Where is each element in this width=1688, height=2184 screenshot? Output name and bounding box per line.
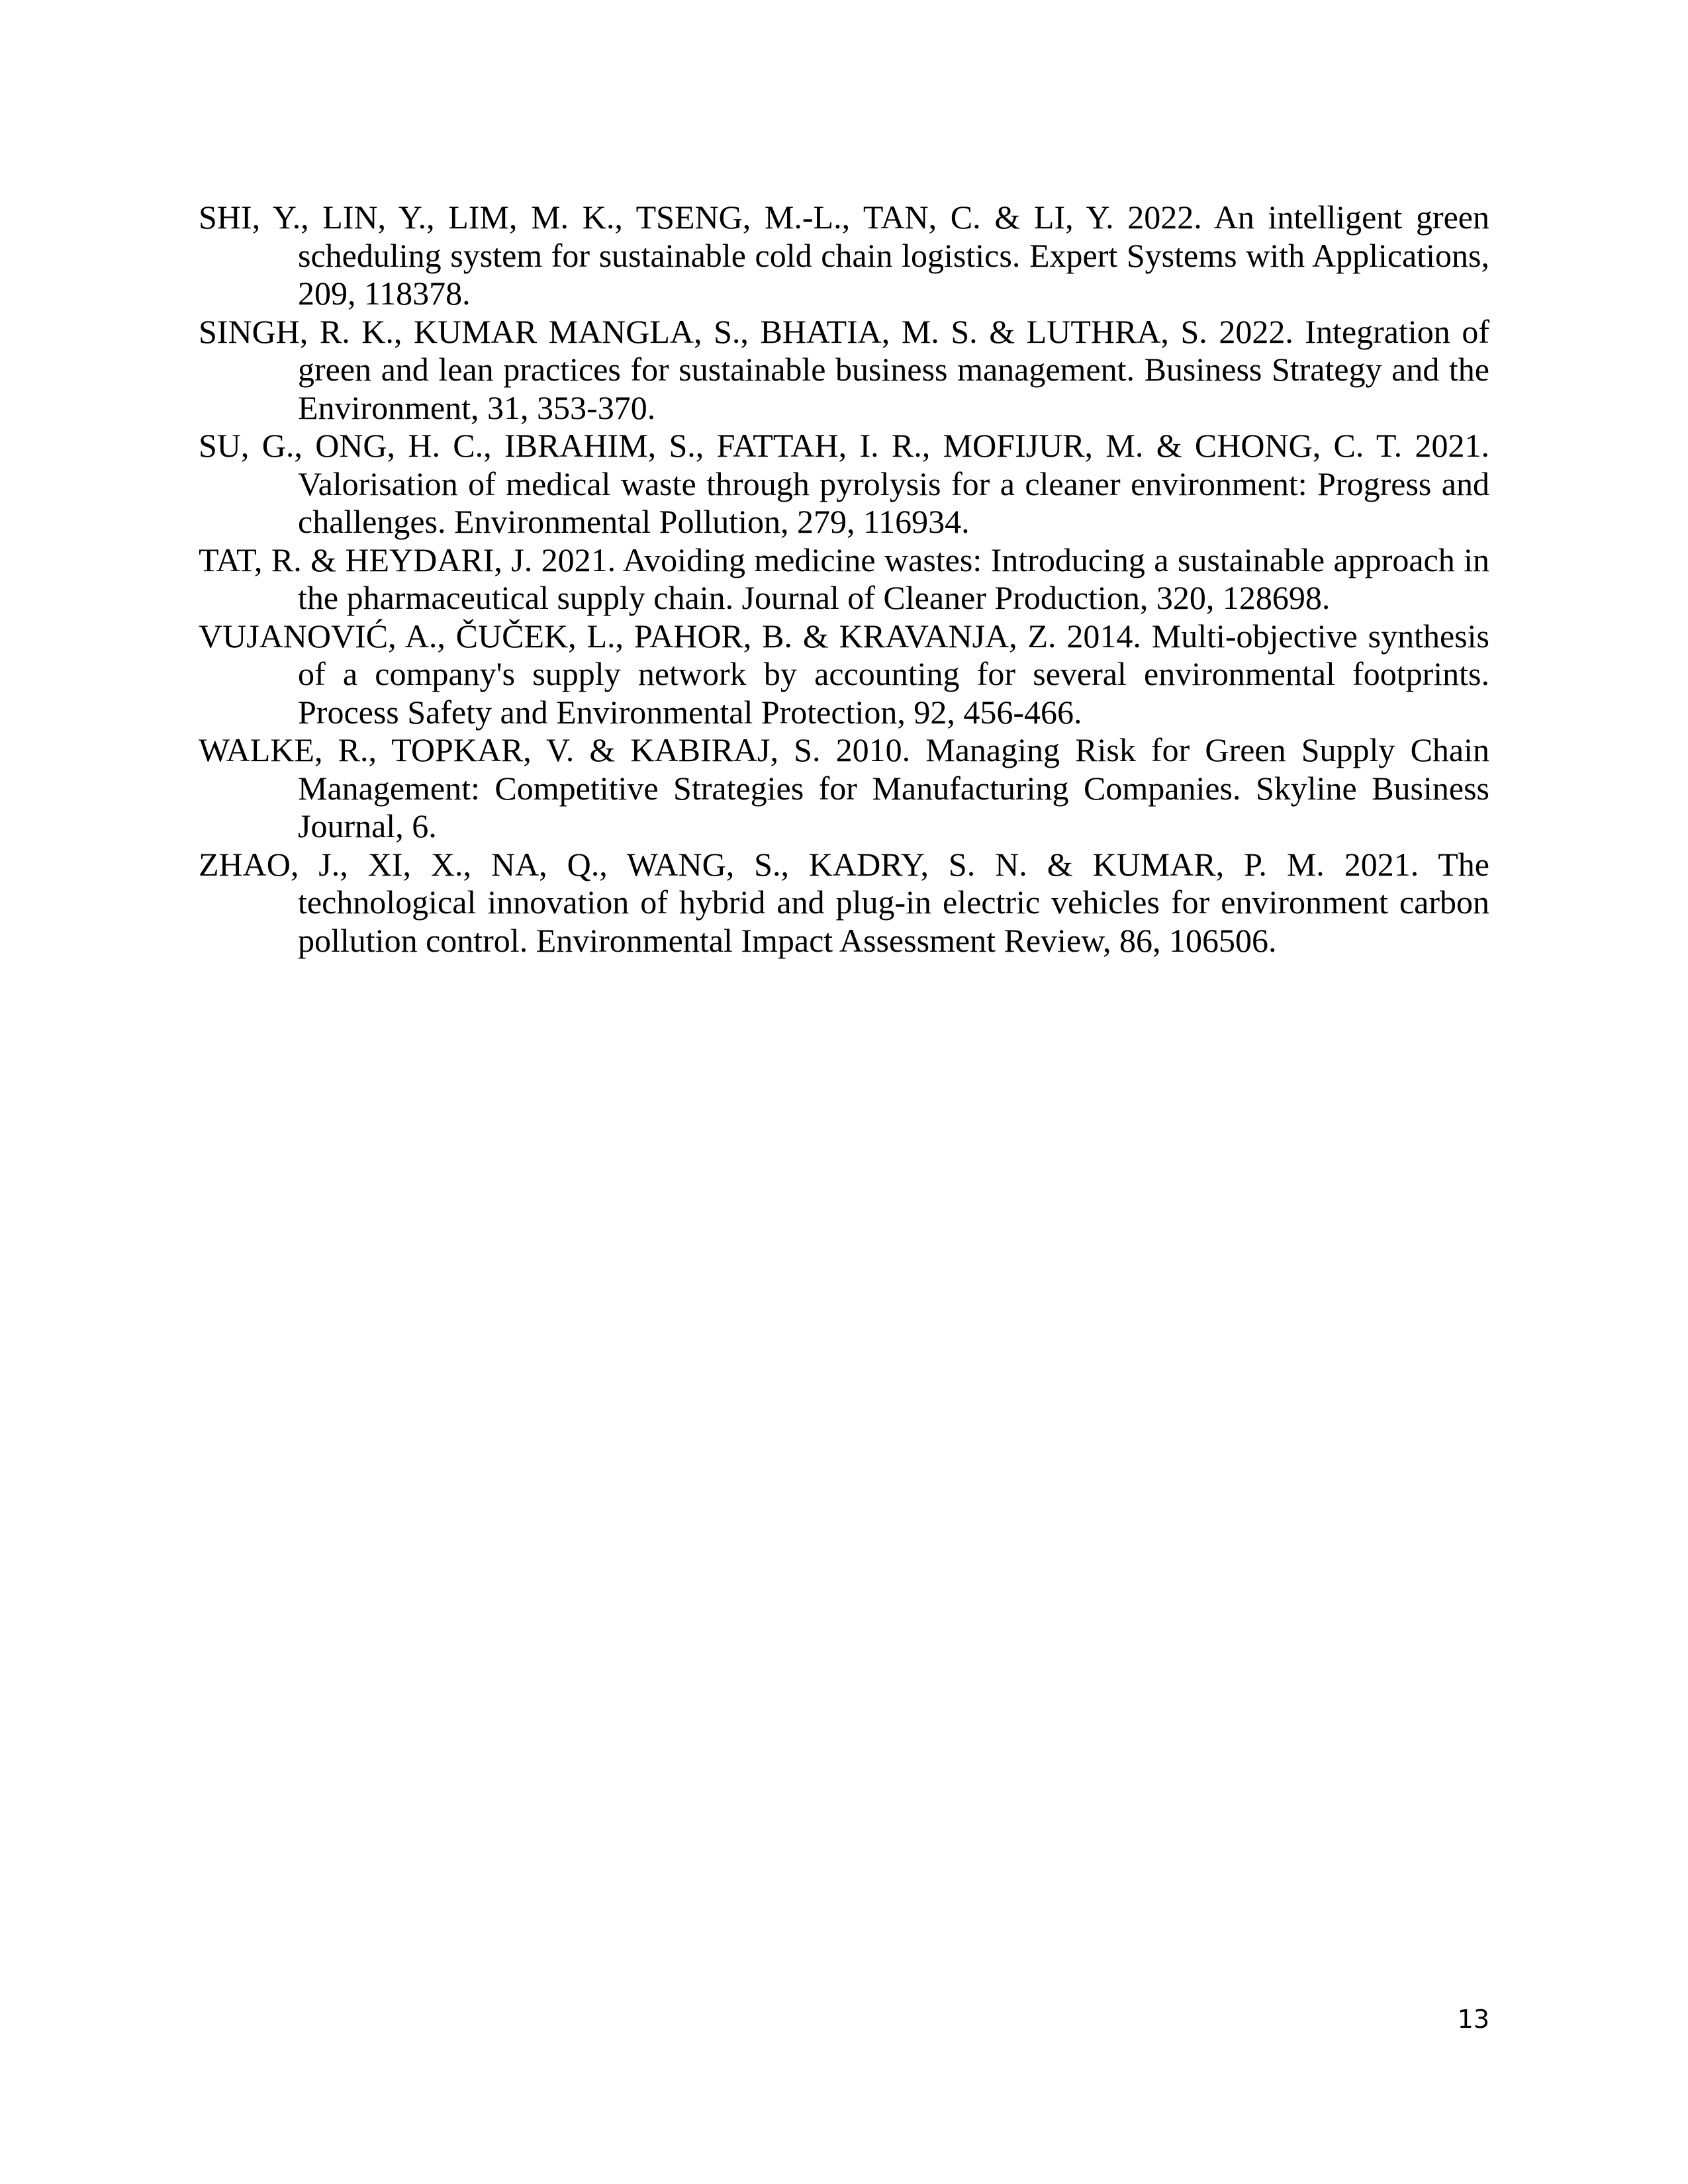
- reference-entry: ZHAO, J., XI, X., NA, Q., WANG, S., KADRY, S. N. & KUMAR, P. M. 2021. The technological innovation of hybrid and plug-in electric vehicles for environment carbon pollution control. Environmental Impact Assessment Review, 86, 106506.: [199, 845, 1489, 959]
- reference-entry: TAT, R. & HEYDARI, J. 2021. Avoiding medicine wastes: Introducing a sustainable approach in the pharmaceutical supply chain. Journal of Cleaner Production, 320, 128698.: [199, 541, 1489, 616]
- reference-list: [199, 199, 1489, 960]
- reference-entry: WALKE, R., TOPKAR, V. & KABIRAJ, S. 2010. Managing Risk for Green Supply Chain Management: Competitive Strategies for Manufacturing Companies. Skyline Business Journal, 6.: [199, 731, 1489, 844]
- page-number: 13: [1457, 2005, 1489, 2034]
- reference-entry: SHI, Y., LIN, Y., LIM, M. K., TSENG, M.-L., TAN, C. & LI, Y. 2022. An intelligent green scheduling system for sustainable cold chain logistics. Expert Systems with Applications, 209, 118378.: [199, 199, 1489, 312]
- reference-entry: VUJANOVIĆ, A., ČUČEK, L., PAHOR, B. & KRAVANJA, Z. 2014. Multi-objective synthesis of a company's supply network by accounting for several environmental footprints. Process Safety and Environmental Protection, 92, 456-466.: [199, 617, 1489, 731]
- reference-entry: SU, G., ONG, H. C., IBRAHIM, S., FATTAH, I. R., MOFIJUR, M. & CHONG, C. T. 2021. Valorisation of medical waste through pyrolysis for a cleaner environment: Progress and challenges. Environmental Pollution, 279, 116934.: [199, 427, 1489, 540]
- reference-entry: SINGH, R. K., KUMAR MANGLA, S., BHATIA, M. S. & LUTHRA, S. 2022. Integration of green and lean practices for sustainable business management. Business Strategy and the Environment, 31, 353-370.: [199, 312, 1489, 426]
